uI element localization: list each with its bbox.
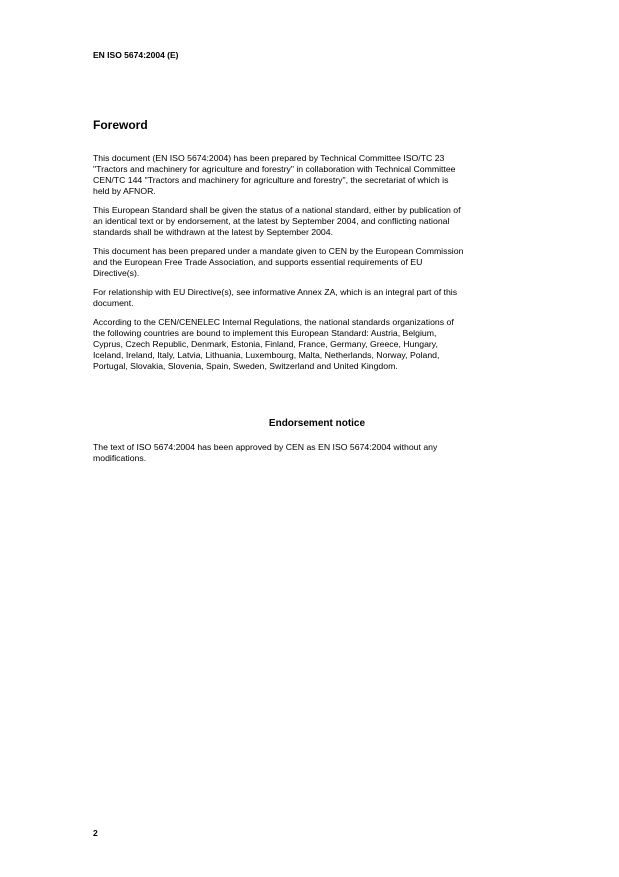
foreword-body xyxy=(93,153,541,380)
endorsement-title: Endorsement notice xyxy=(268,418,366,429)
endorsement-text: The text of ISO 5674:2004 has been approved by CEN as EN ISO 5674:2004 without any modifications. xyxy=(93,442,438,463)
foreword-paragraph: This document (EN ISO 5674:2004) has been prepared by Technical Committee ISO/TC 23 "Tractors and machinery for agriculture and forestry" in collaboration with Technical Committee CEN/TC 144 "Tractors and machinery for agriculture and forestry", the secretariat of which is held by AFNOR. xyxy=(93,153,456,196)
foreword-paragraph: This European Standard shall be given the status of a national standard, either by publication of an identical text or by endorsement, at the latest by September 2004, and conflicting national standards shall be withdrawn at the latest by September 2004. xyxy=(93,205,461,237)
foreword-title: Foreword xyxy=(93,118,148,132)
foreword-paragraph: This document has been prepared under a mandate given to CEN by the European Commission and the European Free Trade Association, and supports essential requirements of EU Directive(s). xyxy=(93,246,464,278)
page-number: 2 xyxy=(93,828,98,838)
endorsement-body xyxy=(93,442,541,464)
foreword-paragraph: For relationship with EU Directive(s), see informative Annex ZA, which is an integral part of this document. xyxy=(93,287,458,308)
document-header: EN ISO 5674:2004 (E) xyxy=(93,50,179,60)
foreword-paragraph: According to the CEN/CENELEC Internal Regulations, the national standards organizations of the following countries are bound to implement this European Standard: Austria, Belgium, Cyprus, Czech Republic, Denmark, Estonia, Finland, France, Germany, Greece, Hungary, Iceland, Ireland, Italy, Latvia, Lithuania, Luxembourg, Malta, Netherlands, Norway, Poland, Portugal, Slovakia, Slovenia, Spain, Sweden, Switzerland and United Kingdom. xyxy=(93,317,454,371)
